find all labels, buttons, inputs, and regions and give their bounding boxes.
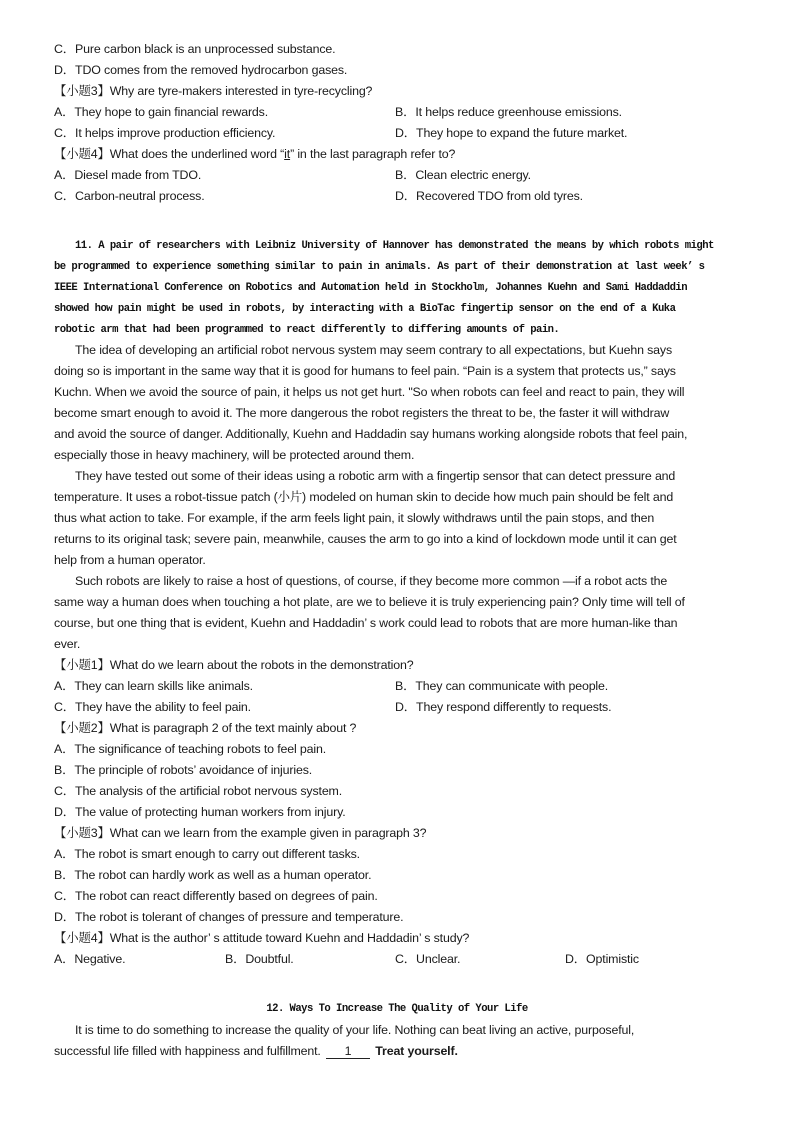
option-line: A．The significance of teaching robots to feel pain. bbox=[54, 742, 326, 756]
paragraph-line: The idea of developing an artificial robot nervous system may seem contrary to all expectations, but Kuehn says bbox=[75, 343, 673, 357]
option-line: A．They hope to gain financial rewards. bbox=[54, 105, 269, 119]
paragraph-line: thus what action to take. For example, if the arm feels light pain, it slowly withdraws until the pain stops, and then bbox=[54, 511, 655, 525]
question-heading: 【小题2】What is paragraph 2 of the text mainly about ? bbox=[54, 721, 357, 735]
question-heading: 【小题4】What is the author’ s attitude toward Kuehn and Haddadin’ s study? bbox=[54, 931, 470, 945]
option-line: A．The robot is smart enough to carry out different tasks. bbox=[54, 847, 360, 861]
option-line: C．Unclear. bbox=[395, 952, 461, 966]
paragraph-line: especially those in heavy machinery, will be protected around them. bbox=[54, 448, 415, 462]
passage-title: 12. Ways To Increase The Quality of Your Life bbox=[266, 1003, 528, 1015]
option-line: B．It helps reduce greenhouse emissions. bbox=[395, 105, 622, 119]
option-line: D．The value of protecting human workers from injury. bbox=[54, 805, 346, 819]
question-heading: 【小题4】What does the underlined word “it” in the last paragraph refer to? bbox=[54, 147, 456, 161]
option-line: C．Carbon-neutral process. bbox=[54, 189, 205, 203]
paragraph-line: same way a human does when touching a hot plate, are we to believe it is truly experiencing pain? Only time will tell of bbox=[54, 595, 685, 609]
bold-sentence: Treat yourself. bbox=[375, 1044, 458, 1058]
question-heading: 【小题3】Why are tyre-makers interested in tyre-recycling? bbox=[54, 84, 373, 98]
question-heading: 【小题1】What do we learn about the robots in the demonstration? bbox=[54, 658, 414, 672]
passage-intro-line: IEEE International Conference on Robotics and Automation held in Stockholm, Johannes Kuehn and Sami Haddaddin bbox=[54, 282, 687, 294]
option-line: B．The robot can hardly work as well as a human operator. bbox=[54, 868, 372, 882]
passage-intro-line: be programmed to experience something similar to pain in animals. As part of their demonstration at last week’ s bbox=[54, 261, 705, 273]
paragraph-line: doing so is important in the same way that it is good for humans to feel pain. “Pain is a system that protects us,” says bbox=[54, 364, 676, 378]
option-line: B．They can communicate with people. bbox=[395, 679, 609, 693]
paragraph-line: help from a human operator. bbox=[54, 553, 206, 567]
paragraph-line: course, but one thing that is evident, Kuehn and Haddadin’ s work could lead to robots that are more human-like than bbox=[54, 616, 678, 630]
option-line: D．They hope to expand the future market. bbox=[395, 126, 628, 140]
option-line: D．They respond differently to requests. bbox=[395, 700, 612, 714]
paragraph-line: It is time to do something to increase the quality of your life. Nothing can beat living an active, purposeful, bbox=[75, 1023, 635, 1037]
underlined-word: it bbox=[284, 147, 291, 161]
option-line: D．TDO comes from the removed hydrocarbon gases. bbox=[54, 63, 348, 77]
option-line: C．The robot can react differently based on degrees of pain. bbox=[54, 889, 378, 903]
option-line: D．Recovered TDO from old tyres. bbox=[395, 189, 583, 203]
paragraph-line: Kuchn. When we avoid the source of pain, it helps us not get hurt. "So when robots can feel and react to pain, they will bbox=[54, 385, 685, 399]
option-line: A．Negative. bbox=[54, 952, 126, 966]
paragraph-line: temperature. It uses a robot-tissue patch (小片) modeled on human skin to decide how much pain should be felt and bbox=[54, 490, 674, 504]
passage-intro-line: showed how pain might be used in robots, by interacting with a BioTac fingertip sensor on the end of a Kuka bbox=[54, 303, 676, 315]
answer-blank[interactable]: 1 bbox=[326, 1044, 370, 1059]
option-line: B．Doubtful. bbox=[225, 952, 294, 966]
option-line: B．The principle of robots’ avoidance of injuries. bbox=[54, 763, 313, 777]
passage-intro-line: robotic arm that had been programmed to react differently to differing amounts of pain. bbox=[54, 324, 560, 336]
option-line: D．The robot is tolerant of changes of pressure and temperature. bbox=[54, 910, 404, 924]
paragraph-line: become smart enough to avoid it. The more dangerous the robot registers the threat to be, the faster it will withdraw bbox=[54, 406, 670, 420]
paragraph-line: successful life filled with happiness and fulfillment. 1 Treat yourself. bbox=[54, 1044, 458, 1058]
option-line: A．They can learn skills like animals. bbox=[54, 679, 253, 693]
paragraph-line: Such robots are likely to raise a host of questions, of course, if they become more common —if a robot acts the bbox=[75, 574, 668, 588]
paragraph-line: ever. bbox=[54, 637, 81, 651]
option-line: C．Pure carbon black is an unprocessed substance. bbox=[54, 42, 336, 56]
option-line: D．Optimistic bbox=[565, 952, 639, 966]
paragraph-line: They have tested out some of their ideas using a robotic arm with a fingertip sensor that can detect pressure and bbox=[75, 469, 676, 483]
option-line: C．They have the ability to feel pain. bbox=[54, 700, 251, 714]
option-line: C．The analysis of the artificial robot nervous system. bbox=[54, 784, 343, 798]
paragraph-line: returns to its original task; severe pain, meanwhile, causes the arm to go into a kind of lockdown mode until it can get bbox=[54, 532, 677, 546]
option-line: C．It helps improve production efficiency. bbox=[54, 126, 276, 140]
option-line: A．Diesel made from TDO. bbox=[54, 168, 202, 182]
paragraph-line: and avoid the source of danger. Additionally, Kuehn and Haddadin say humans working alongside robots that feel pain, bbox=[54, 427, 688, 441]
option-line: B．Clean electric energy. bbox=[395, 168, 531, 182]
question-heading: 【小题3】What can we learn from the example given in paragraph 3? bbox=[54, 826, 427, 840]
passage-intro-line: 11. A pair of researchers with Leibniz University of Hannover has demonstrated the means by which robots might bbox=[75, 240, 714, 252]
